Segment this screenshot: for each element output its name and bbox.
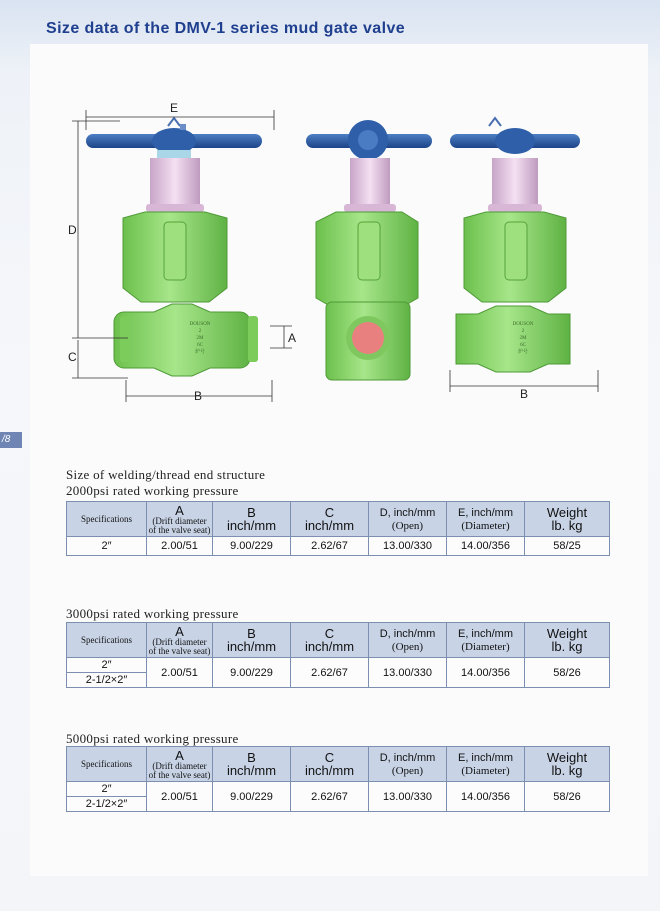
- spec-table-2000psi: [66, 501, 610, 556]
- svg-text:6C: 6C: [520, 343, 526, 348]
- dim-label-c: C: [68, 350, 77, 364]
- dim-label-e: E: [169, 101, 179, 115]
- spec-table-3000psi: [66, 622, 610, 688]
- cell-e: 14.00/356: [447, 537, 525, 556]
- svg-text:2M: 2M: [196, 336, 204, 341]
- header-e: E, inch/mm (Diameter): [447, 623, 525, 658]
- gate-valve-side-view: [306, 120, 432, 380]
- cell-c: 2.62/67: [291, 537, 369, 556]
- cell-b: 9.00/229: [213, 658, 291, 688]
- table-header-row: [67, 747, 610, 782]
- table-heading-3000psi: 3000psi rated working pressure: [66, 606, 239, 621]
- header-b: B inch/mm: [213, 502, 291, 537]
- cell-e: 14.00/356: [447, 782, 525, 812]
- section-intro: [66, 467, 265, 499]
- table-header-row: [67, 623, 610, 658]
- page-title: Size data of the DMV-1 series mud gate valve: [46, 20, 406, 37]
- cell-size: 2″: [67, 537, 147, 556]
- header-d: D, inch/mm (Open): [369, 502, 447, 537]
- svg-text:6C: 6C: [197, 343, 203, 348]
- cell-c: 2.62/67: [291, 658, 369, 688]
- header-specifications: Specifications: [67, 502, 147, 537]
- header-b: B inch/mm: [213, 623, 291, 658]
- section-intro-line1: Size of welding/thread end structure: [66, 467, 266, 482]
- header-specifications: Specifications: [67, 623, 147, 658]
- header-e: E, inch/mm (Diameter): [447, 502, 525, 537]
- section-intro-line2: 2000psi rated working pressure: [66, 483, 239, 498]
- svg-text:2: 2: [198, 329, 202, 334]
- table-heading-5000psi: 5000psi rated working pressure: [66, 731, 239, 746]
- cell-d: 13.00/330: [369, 537, 447, 556]
- header-e: E, inch/mm (Diameter): [447, 747, 525, 782]
- page-number-tab: /8: [0, 432, 22, 448]
- dim-label-a: A: [288, 331, 297, 345]
- svg-text:炉号: 炉号: [517, 350, 529, 355]
- cell-b: 9.00/229: [213, 782, 291, 812]
- cell-size: 2″ 2-1/2×2″: [67, 658, 147, 688]
- svg-text:DOUSON: DOUSON: [189, 322, 211, 327]
- spec-table-5000psi: [66, 746, 610, 812]
- cell-c: 2.62/67: [291, 782, 369, 812]
- valve-drawings: [60, 96, 620, 406]
- dim-label-b-2: B: [519, 387, 529, 401]
- svg-text:炉号: 炉号: [194, 350, 206, 355]
- header-c: C inch/mm: [291, 623, 369, 658]
- header-b: B inch/mm: [213, 747, 291, 782]
- header-weight: Weight lb. kg: [525, 747, 610, 782]
- svg-text:2M: 2M: [519, 336, 527, 341]
- header-d: D, inch/mm (Open): [369, 747, 447, 782]
- header-specifications: Specifications: [67, 747, 147, 782]
- table-row: [67, 782, 610, 812]
- header-a: A (Drift diameter of the valve seat): [147, 623, 213, 658]
- table-header-row: [67, 502, 610, 537]
- header-weight: Weight lb. kg: [525, 502, 610, 537]
- cell-weight: 58/26: [525, 658, 610, 688]
- cell-a: 2.00/51: [147, 782, 213, 812]
- gate-valve-front-view: [86, 118, 262, 376]
- cell-weight: 58/25: [525, 537, 610, 556]
- gate-valve-threaded-view: [450, 118, 580, 372]
- cell-d: 13.00/330: [369, 782, 447, 812]
- header-a: A (Drift diameter of the valve seat): [147, 747, 213, 782]
- cell-weight: 58/26: [525, 782, 610, 812]
- header-c: C inch/mm: [291, 502, 369, 537]
- cell-d: 13.00/330: [369, 658, 447, 688]
- svg-text:DOUSON: DOUSON: [512, 322, 534, 327]
- header-c: C inch/mm: [291, 747, 369, 782]
- cell-a: 2.00/51: [147, 658, 213, 688]
- cell-b: 9.00/229: [213, 537, 291, 556]
- table-row: [67, 658, 610, 688]
- table-row: [67, 537, 610, 556]
- header-weight: Weight lb. kg: [525, 623, 610, 658]
- svg-text:2: 2: [521, 329, 525, 334]
- header-d: D, inch/mm (Open): [369, 623, 447, 658]
- header-a: A (Drift diameter of the valve seat): [147, 502, 213, 537]
- cell-e: 14.00/356: [447, 658, 525, 688]
- dim-label-b: B: [193, 389, 203, 403]
- cell-size: 2″ 2-1/2×2″: [67, 782, 147, 812]
- dim-label-d: D: [68, 223, 77, 237]
- cell-a: 2.00/51: [147, 537, 213, 556]
